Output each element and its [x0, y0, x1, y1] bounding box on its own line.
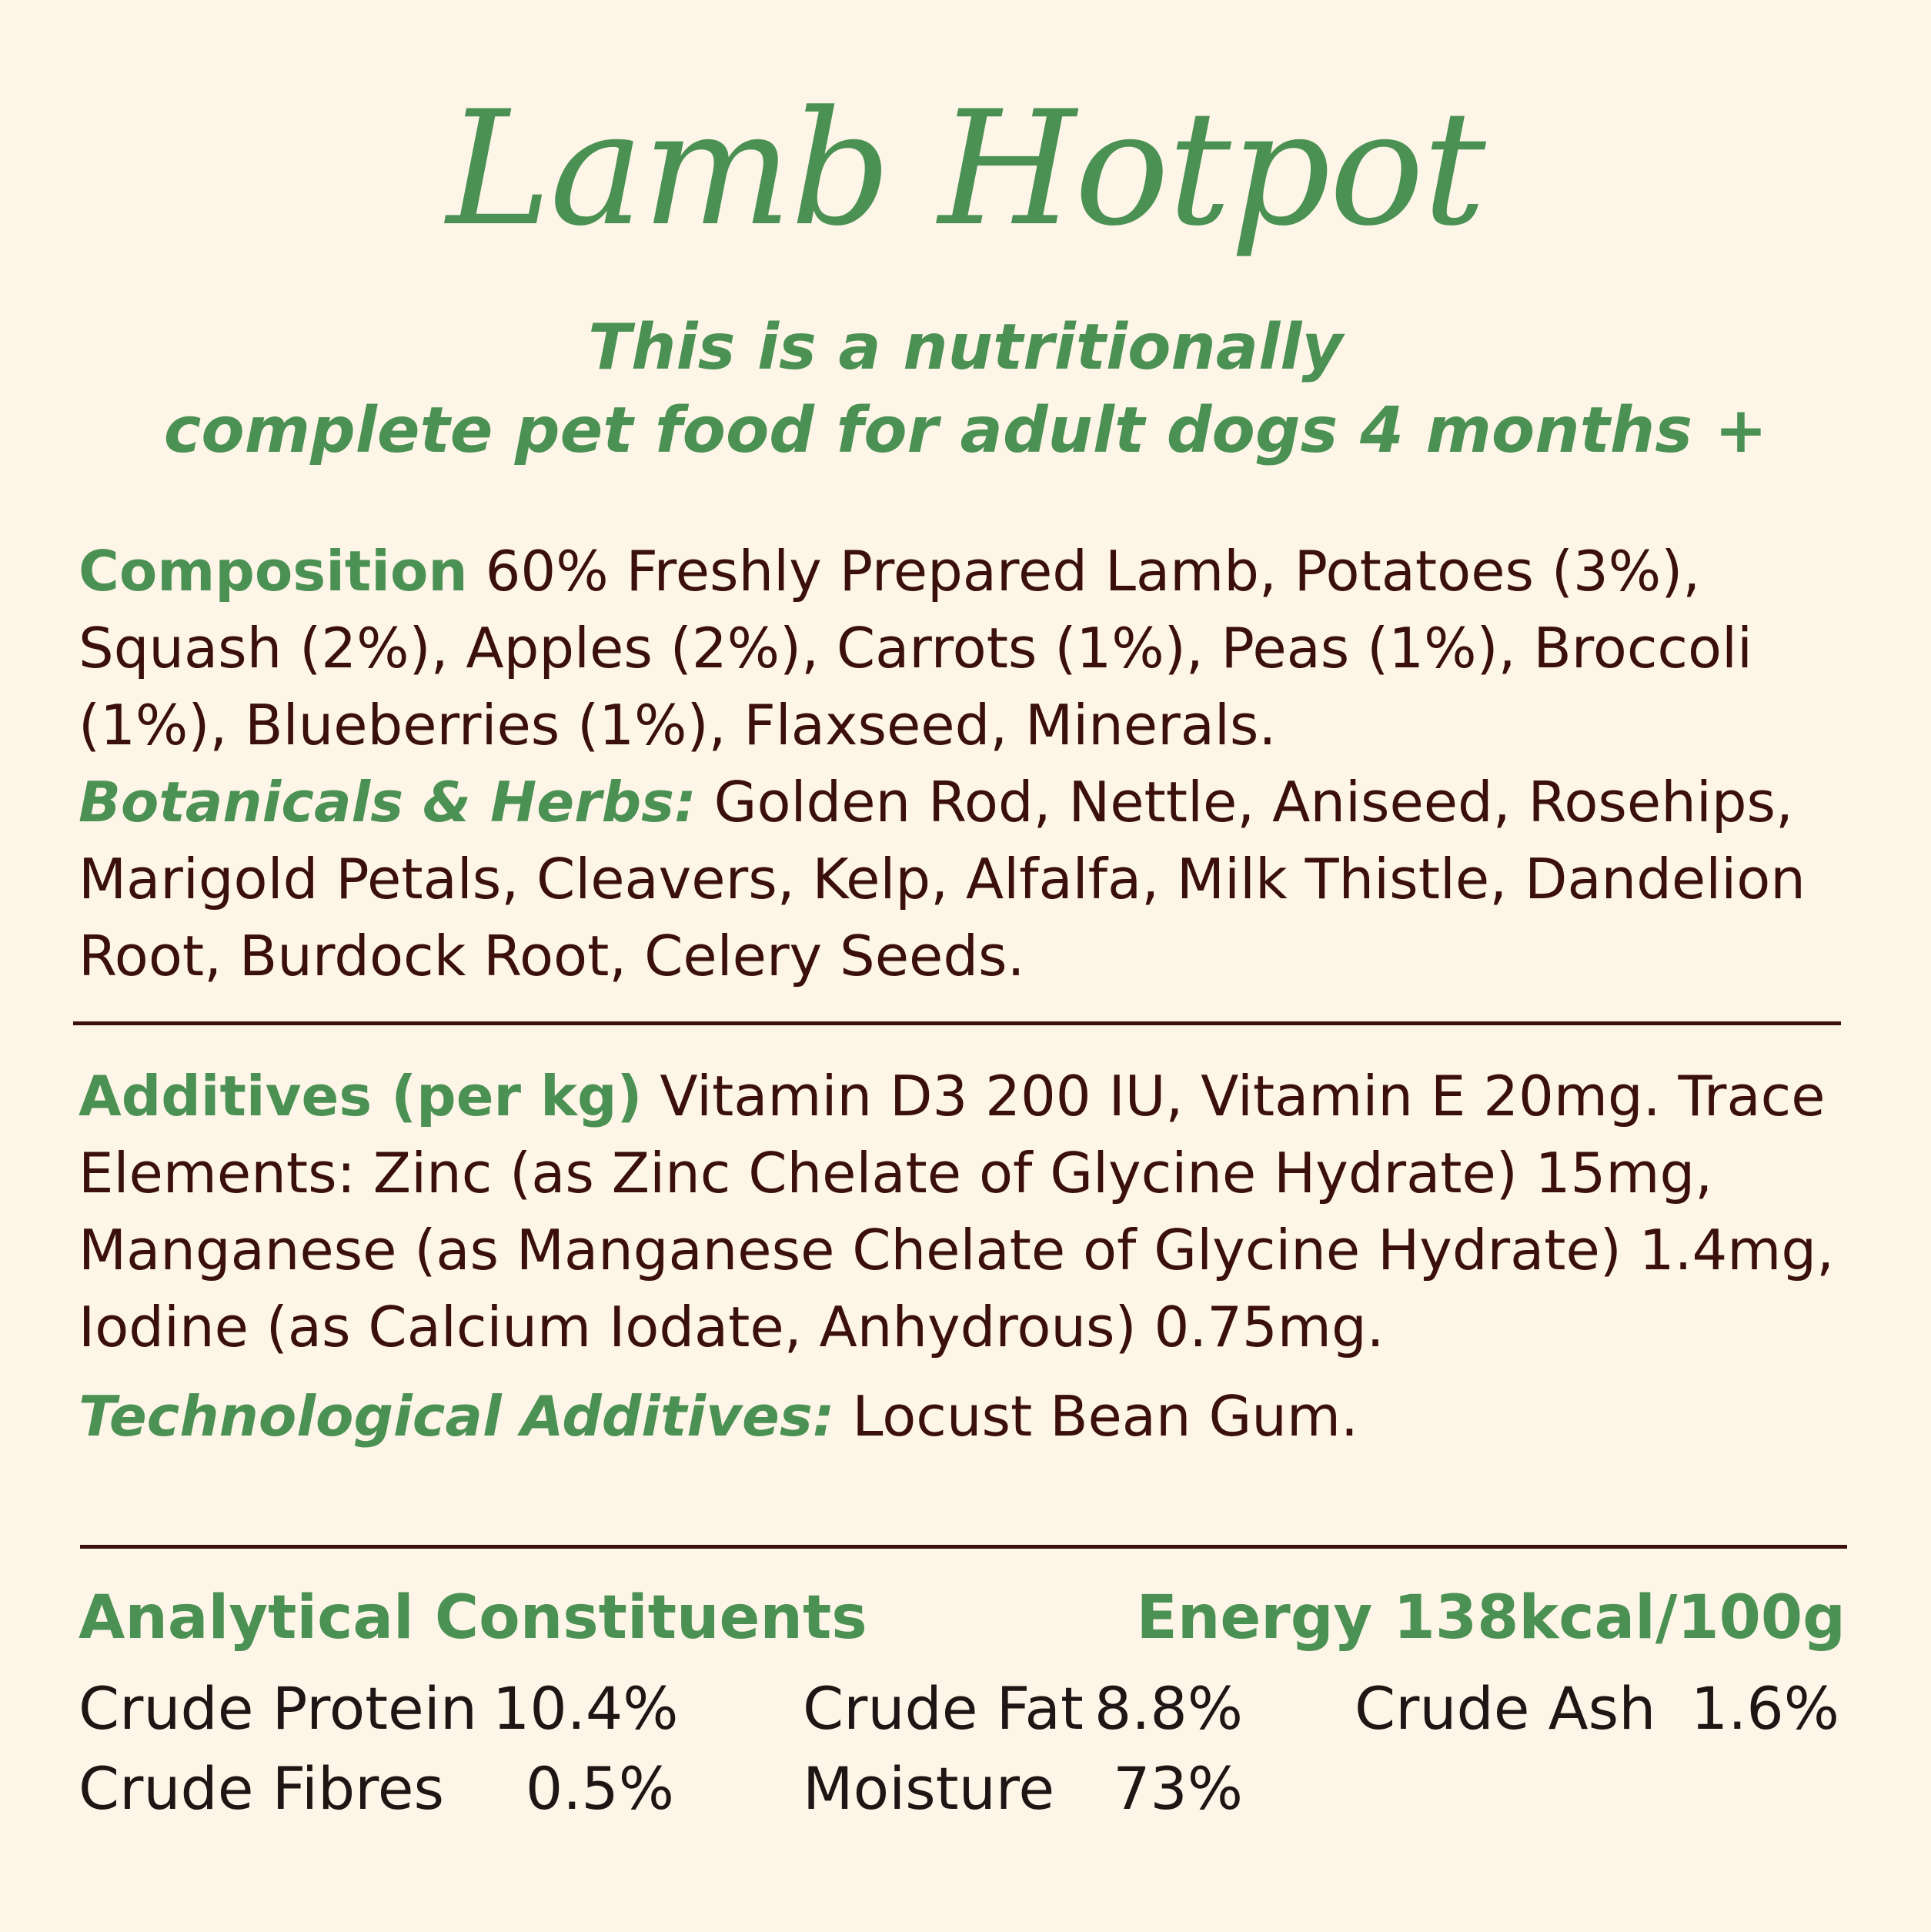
constituent-name: Crude Fibres	[79, 1754, 445, 1823]
botanicals-label: Botanicals & Herbs:	[79, 770, 697, 834]
composition-text: 60% Freshly Prepared Lamb, Potatoes (3%), Squash (2%), Apples (2%), Carrots (1%), Peas (1%), Broccoli (1%), Blueberries (1%), Flaxseed, Minerals.	[79, 539, 1753, 757]
composition-section	[79, 533, 1849, 994]
additives-label: Additives (per kg)	[79, 1064, 643, 1128]
product-title: Lamb Hotpot	[446, 78, 1485, 261]
technological-label: Technological Additives:	[79, 1384, 835, 1449]
product-subtitle	[0, 306, 1931, 473]
constituent-name: Crude Fat	[803, 1674, 1084, 1743]
divider-top	[73, 1021, 1841, 1025]
constituent-value: 10.4%	[493, 1674, 679, 1743]
botanicals-text: Golden Rod, Nettle, Aniseed, Rosehips, Marigold Petals, Cleavers, Kelp, Alfalfa, Milk Thistle, Dandelion Root, Burdock Root, Celery Seeds.	[79, 770, 1806, 988]
constituent-name: Crude Ash	[1355, 1674, 1656, 1743]
additives-section	[79, 1058, 1849, 1365]
composition-label: Composition	[79, 539, 468, 603]
constituent-value: 1.6%	[1690, 1674, 1839, 1743]
subtitle-line-1: This is a nutritionally	[588, 311, 1343, 384]
constituent-value: 73%	[1113, 1754, 1243, 1823]
technological-additives-section	[79, 1378, 1849, 1455]
subtitle-line-2: complete pet food for adult dogs 4 months +	[163, 394, 1768, 467]
constituent-value: 0.5%	[525, 1754, 674, 1823]
additives-text: Vitamin D3 200 IU, Vitamin E 20mg. Trace Elements: Zinc (as Zinc Chelate of Glycine Hydrate) 15mg, Manganese (as Manganese Chelate of Glycine Hydrate) 1.4mg, Iodine (as Calcium Iodate, Anhydrous) 0.75mg.	[79, 1064, 1835, 1359]
constituent-name: Moisture	[803, 1754, 1055, 1823]
technological-text: Locust Bean Gum.	[834, 1384, 1358, 1449]
constituent-value: 8.8%	[1094, 1674, 1243, 1743]
constituent-name: Crude Protein	[79, 1674, 478, 1743]
divider-bottom	[80, 1545, 1847, 1549]
analytical-constituents-heading: Analytical Constituents	[79, 1583, 867, 1653]
energy-value: Energy 138kcal/100g	[1136, 1583, 1846, 1653]
